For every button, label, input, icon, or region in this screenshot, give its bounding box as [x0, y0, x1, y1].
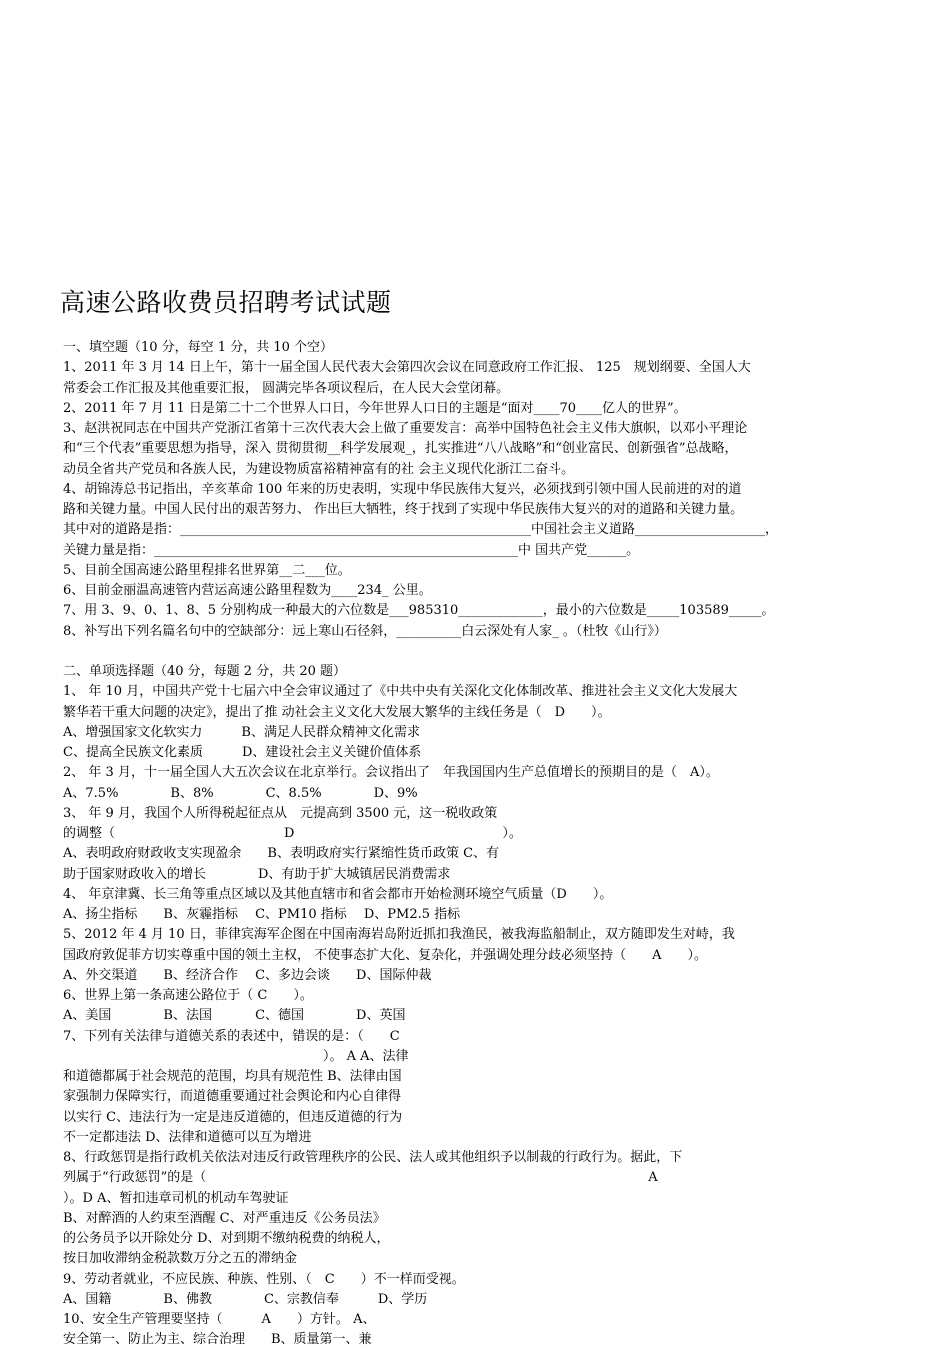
text-line: 5、目前全国高速公路里程排名世界第__二___位。 [63, 562, 351, 578]
text-line: 以实行 C、违法行为一定是违反道德的，但违反道德的行为 [63, 1109, 403, 1125]
text-line: 1、2011 年 3 月 14 日上午，第十一届全国人民代表大会第四次会议在同意政府工作汇报、 125 规划纲要、全国人大 [63, 360, 751, 376]
text-line: 5、2012 年 4 月 10 日，菲律宾海军企图在中国南海岩岛附近抓扣我渔民，被我海监船制止，双方随即发生对峙，我 [63, 927, 735, 943]
text-line: 的公务员予以开除处分 D、对到期不缴纳税费的纳税人， [63, 1231, 390, 1246]
text-line: 8、行政惩罚是指行政机关依法对违反行政管理秩序的公民、法人或其他组织予以制裁的行政行为。据此，下 [63, 1150, 683, 1165]
text-line: 3、 年 9 月，我国个人所得税起征点从 元提高到 3500 元，这一税收政策 [63, 805, 498, 821]
text-line: C、提高全民族文化素质 D、建设社会主义关键价值体系 [63, 745, 422, 760]
text-line: 10、安全生产管理要坚持（ A ）方针。 A、 [63, 1312, 376, 1327]
text-line: 和道德都属于社会规范的范围，均具有规范性 B、法律由国 [63, 1069, 402, 1084]
text-line: 的调整（ D ）。 [63, 826, 522, 841]
text-line: A、表明政府财政收支实现盈余 B、表明政府实行紧缩性货币政策 C、有 [63, 846, 500, 862]
text-line: A、增强国家文化软实力 B、满足人民群众精神文化需求 [63, 724, 420, 740]
page-title: 高速公路收费员招聘考试试题 [60, 288, 392, 317]
text-line: 7、用 3、9、0、1、8、5 分别构成一种最大的六位数是___985310_____________，最小的六位数是_____103589_____。 [63, 603, 775, 619]
text-line: 不一定都违法 D、法律和道德可以互为增进 [63, 1129, 312, 1145]
text-line: 6、目前金丽温高速管内营运高速公路里程数为____234_ 公里。 [63, 583, 432, 598]
text-line: B、对醉酒的人约束至酒醒 C、对严重违反《公务员法》 [63, 1210, 386, 1226]
text-line: 国政府敦促菲方切实尊重中国的领土主权， 不使事态扩大化、复杂化，并强调处理分歧必须坚持（ A ）。 [63, 947, 708, 963]
text-line: 常委会工作汇报及其他重要汇报， 圆满完毕各项议程后，在人民大会堂闭幕。 [63, 380, 510, 396]
text-line: 安全第一、防止为主、综合治理 B、质量第一、兼 [63, 1332, 372, 1348]
text-line: 关键力量是指：________________________________________________________中 国共产党______。 [63, 542, 640, 558]
text-line: A、7.5% B、8% C、8.5% D、9% [63, 785, 418, 801]
text-line: 二、单项选择题（40 分，每题 2 分，共 20 题） [63, 664, 347, 679]
text-line: 一、填空题（10 分，每空 1 分，共 10 个空） [63, 340, 334, 355]
text-line: 6、世界上第一条高速公路位于（ C ）。 [63, 988, 313, 1003]
text-line: 1、 年 10 月，中国共产党十七届六中全会审议通过了《中共中央有关深化文化体制改革、推进社会主义文化大发展大 [63, 684, 738, 700]
text-line: 路和关键力量。中国人民付出的艰苦努力、 作出巨大牺牲，终于找到了实现中华民族伟大复兴的对的道路和关键力量。 [63, 502, 744, 517]
text-line: 2、 年 3 月，十一届全国人大五次会议在北京举行。会议指出了 年我国国内生产总值增长的预期目的是（ A）。 [63, 765, 719, 781]
text-line: 列属于“行政惩罚”的是（ A [63, 1170, 658, 1186]
text-line: 按日加收滞纳金税款数万分之五的滞纳金 [63, 1251, 298, 1267]
text-line: 2、2011 年 7 月 11 日是第二十二个世界人口日，今年世界人口日的主题是“面对____70____亿人的世界”。 [63, 400, 687, 416]
text-line: ）。D A、暂扣违章司机的机动车驾驶证 [63, 1190, 289, 1206]
text-line: ）。 A A、法律 [63, 1048, 409, 1064]
text-line: 4、胡锦涛总书记指出，辛亥革命 100 年来的历史表明，实现中华民族伟大复兴，必须找到引领中国人民前进的对的道 [63, 481, 742, 497]
text-line: 动员全省共产党员和各族人民，为建设物质富裕精神富有的社 会主义现代化浙江二奋斗。 [63, 461, 575, 477]
text-line: 和“三个代表”重要思想为指导，深入 贯彻贯彻__科学发展观_，扎实推进“八八战略”和“创业富民、创新强省”总战略， [63, 441, 738, 457]
text-line: 其中对的道路是指：______________________________________________________中国社会主义道路____________________， [63, 522, 779, 538]
text-line: 助于国家财政收入的增长 D、有助于扩大城镇居民消费需求 [63, 866, 451, 882]
text-line: A、外交渠道 B、经济合作 C、多边会谈 D、国际仲裁 [63, 967, 432, 983]
text-line: 9、劳动者就业，不应民族、种族、性别、（ C ）不一样而受视。 [63, 1271, 465, 1287]
text-line: 3、赵洪祝同志在中国共产党浙江省第十三次代表大会上做了重要发言：高举中国特色社会主义伟大旗帜，以邓小平理论 [63, 421, 748, 436]
text-line: 7、下列有关法律与道德关系的表述中，错误的是：（ C [63, 1028, 400, 1044]
text-line: 4、 年京津冀、长三角等重点区域以及其他直辖市和省会都市开始检测环境空气质量（D ）。 [63, 886, 613, 902]
text-line: A、扬尘指标 B、灰霾指标 C、PM10 指标 D、PM2.5 指标 [63, 907, 461, 922]
text-line: A、国籍 B、佛教 C、宗教信奉 D、学历 [63, 1291, 428, 1307]
text-line: 家强制力保障实行，而道德重要通过社会舆论和内心自律得 [63, 1089, 402, 1105]
text-line: A、美国 B、法国 C、德国 D、英国 [63, 1008, 406, 1024]
text-line: 8、补写出下列名篇名句中的空缺部分：远上寒山石径斜，__________白云深处有人家_ 。（杜牧《山行》） [63, 623, 667, 639]
text-line: 繁华若干重大问题的决定》，提出了推 动社会主义文化大发展大繁华的主线任务是（ D ）。 [63, 704, 611, 720]
